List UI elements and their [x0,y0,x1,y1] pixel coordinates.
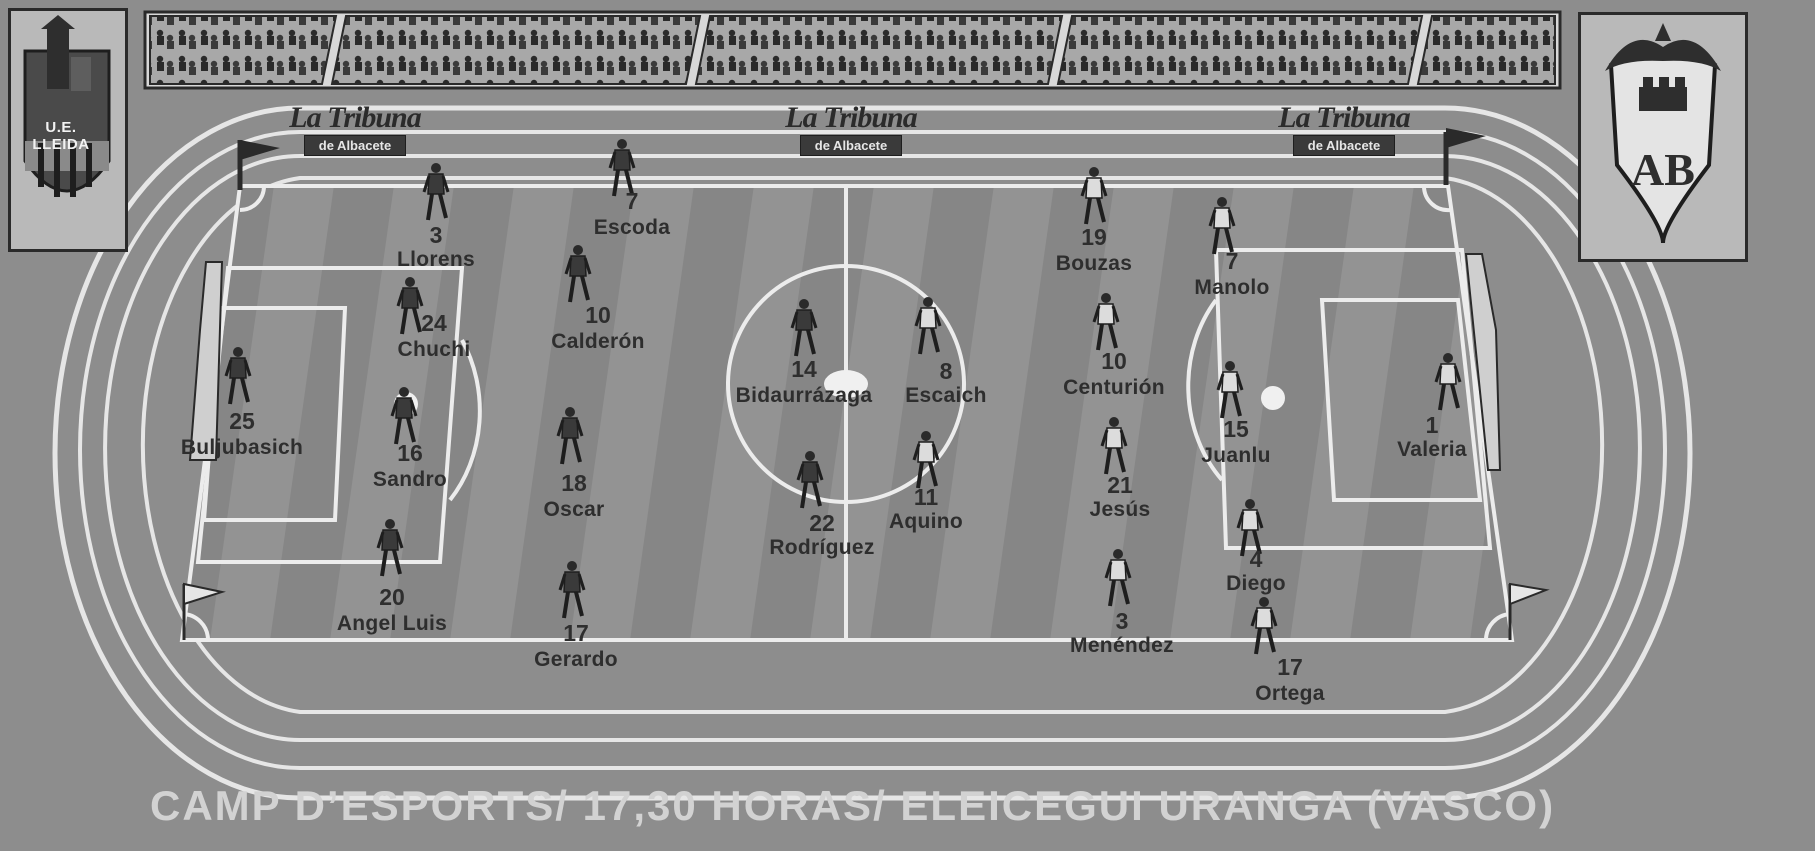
player-number: 19 [1081,224,1107,250]
player-name: Rodríguez [769,536,875,559]
player-figure-icon [1100,416,1128,478]
sponsor-board-left [275,103,435,156]
player-name: Centurión [1063,376,1165,399]
player-figure-icon [390,386,418,448]
player-number: 25 [229,408,255,434]
player-figure-icon [422,162,450,224]
player-figure-icon [556,406,584,468]
player-name: Buljubasich [180,436,304,459]
lleida-crest [8,8,128,252]
player-figure-icon [564,244,592,306]
player-name: Calderón [551,330,645,353]
player-name: Angel Luis [336,612,448,635]
player-number: 24 [421,310,447,336]
svg-text:AB: AB [1631,144,1695,195]
player-number: 3 [1115,608,1129,634]
player-figure-icon [1104,548,1132,610]
player-name: Ortega [1255,682,1325,705]
player-name: Oscar [543,498,605,521]
player-number: 20 [379,584,405,610]
player-figure-icon [912,430,940,492]
player-number: 16 [397,440,423,466]
player-figure-icon [396,276,424,338]
player-figure-icon [796,450,824,512]
sponsor-board-center [771,103,931,156]
player-name: Diego [1226,572,1286,595]
player-figure-icon [1216,360,1244,422]
player-name: Bidaurrázaga [735,384,873,407]
player-number: 17 [563,620,589,646]
player-number: 1 [1425,412,1439,438]
player-name: Aquino [888,510,964,533]
match-info-caption: CAMP D’ESPORTS/ 17,30 HORAS/ ELEICEGUI URANGA (VASCO) [150,782,1556,829]
albacete-crest [1578,12,1748,262]
goal-left [190,262,222,460]
crowd-stands [145,12,1560,88]
player-name: Juanlu [1201,444,1271,467]
player-number: 21 [1107,472,1133,498]
player-number: 18 [561,470,587,496]
player-number: 7 [625,188,639,214]
player-number: 3 [429,222,443,248]
player-number: 22 [809,510,835,536]
player-figure-icon [1080,166,1108,228]
player-number: 10 [585,302,611,328]
sponsor-subtitle: de Albacete [1293,135,1396,156]
player-figure-icon [224,346,252,408]
player-name: Sandro [372,468,448,491]
sponsor-subtitle: de Albacete [800,135,903,156]
player-number: 7 [1225,248,1239,274]
player-name: Llorens [397,248,475,271]
player-name: Gerardo [534,648,618,671]
player-number: 14 [791,356,817,382]
albacete-shield-icon [1581,15,1745,259]
player-name: Menéndez [1070,634,1174,657]
player-name: Manolo [1194,276,1270,299]
player-name: Chuchi [397,338,471,361]
sponsor-title: La Tribuna [785,101,917,134]
player-figure-icon [1092,292,1120,354]
player-number: 10 [1101,348,1127,374]
player-figure-icon [914,296,942,358]
player-name: Escaich [905,384,987,407]
player-number: 8 [939,358,953,384]
player-name: Bouzas [1055,252,1133,275]
sponsor-title: La Tribuna [1278,101,1410,134]
sponsor-title: La Tribuna [289,101,421,134]
player-figure-icon [1434,352,1462,414]
player-figure-icon [558,560,586,622]
player-name: Escoda [593,216,671,239]
player-figure-icon [1250,596,1278,658]
player-number: 4 [1249,546,1263,572]
sponsor-board-right [1264,103,1424,156]
player-name: Jesús [1089,498,1151,521]
player-figure-icon [790,298,818,360]
player-number: 11 [913,484,939,510]
player-name: Valeria [1397,438,1467,461]
player-figure-icon [376,518,404,580]
lleida-crest-label: U.E. LLEIDA [32,119,90,153]
player-number: 17 [1277,654,1303,680]
sponsor-subtitle: de Albacete [304,135,407,156]
player-number: 15 [1223,416,1249,442]
